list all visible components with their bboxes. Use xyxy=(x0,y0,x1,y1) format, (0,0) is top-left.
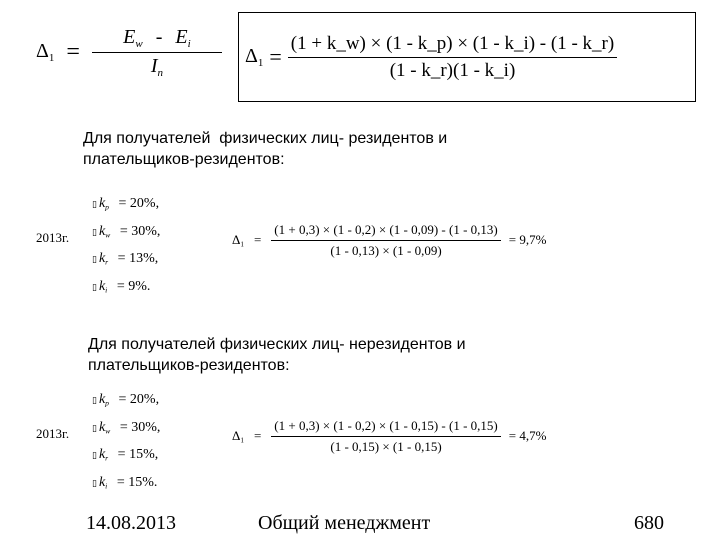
section2-calc-fraction xyxy=(271,418,500,455)
formula1-eq: = xyxy=(66,38,80,65)
formula2-fraction xyxy=(288,33,617,82)
footer-date: 14.08.2013 xyxy=(86,512,176,534)
footer-title: Общий менеджмент xyxy=(258,512,431,534)
formula1-numerator: $E_w - E_i$ xyxy=(123,25,191,50)
formula1-denominator: $I_n$ xyxy=(150,54,163,79)
formula1-fraction xyxy=(92,26,222,79)
section1-condition-kr: ▯ $k_r = 13\%$, xyxy=(92,251,159,268)
section1-calculation xyxy=(232,210,546,270)
section2-result: = 4,7% xyxy=(508,428,547,443)
section2-calc-eq: = xyxy=(253,428,262,443)
section2-calc-denominator: (1 - 0,15) × (1 - 0,15) xyxy=(330,438,442,454)
section2-condition-ki: ▯ $k_i = 15\%$. xyxy=(92,475,158,491)
section1-condition-ki: ▯ $k_i = 9\%$. xyxy=(92,279,151,295)
section1-condition-kw: ▯ $k_w = 30\%$, xyxy=(92,223,161,240)
formula1-lhs: $\Delta_1$ xyxy=(36,40,55,64)
formula2-lhs: $\Delta_1$ xyxy=(245,45,264,69)
footer-page-number: 680 xyxy=(634,512,664,534)
section1-calc-lhs: $\Delta_1$ xyxy=(232,231,244,249)
section2-condition-kp: ▯ $k_p = 20\%$, xyxy=(92,392,160,408)
section2-heading-line2: плательщиков-резидентов: xyxy=(88,357,290,374)
section1-heading-line2: плательщиков-резидентов: xyxy=(83,151,285,168)
section2-condition-kw: ▯ $k_w = 30\%$, xyxy=(92,419,161,436)
formula2-eq: = xyxy=(269,44,282,69)
section2-year: 2013г. xyxy=(36,426,70,441)
section1-calc-denominator: (1 - 0,13) × (1 - 0,09) xyxy=(330,242,442,258)
section1-result: = 9,7% xyxy=(508,232,547,247)
section2-calc-lhs: $\Delta_1$ xyxy=(232,427,244,445)
section2-calculation xyxy=(232,406,546,466)
formula2-denominator: (1 - k_r)(1 - k_i) xyxy=(389,59,516,81)
section1-condition-kp: ▯ $k_p = 20\%$, xyxy=(92,196,160,212)
section1-heading xyxy=(83,128,447,170)
section1-calc-fraction xyxy=(271,222,500,259)
section2-heading-line1: Для получателей физических лиц- нерезидентов и xyxy=(88,336,466,353)
section2-conditions xyxy=(92,388,160,499)
section1-heading-line1: Для получателей физических лиц- резидентов и xyxy=(83,130,448,147)
section1-year: 2013г. xyxy=(36,230,70,245)
section1-calc-numerator: (1 + 0,3) × (1 - 0,2) × (1 - 0,09) - (1 - 0,13) xyxy=(274,221,498,237)
section1-conditions xyxy=(92,192,160,303)
section2-calc-numerator: (1 + 0,3) × (1 - 0,2) × (1 - 0,15) - (1 - 0,15) xyxy=(274,417,498,433)
section2-condition-kr: ▯ $k_r = 15\%$, xyxy=(92,447,159,464)
formula-delta-coefficients xyxy=(238,12,696,102)
section1-calc-eq: = xyxy=(253,232,262,247)
formula-delta-simple xyxy=(36,22,222,82)
formula2-numerator: (1 + k_w) × (1 - k_p) × (1 - k_i) - (1 - k_r) xyxy=(290,32,615,54)
section2-heading xyxy=(88,334,466,376)
